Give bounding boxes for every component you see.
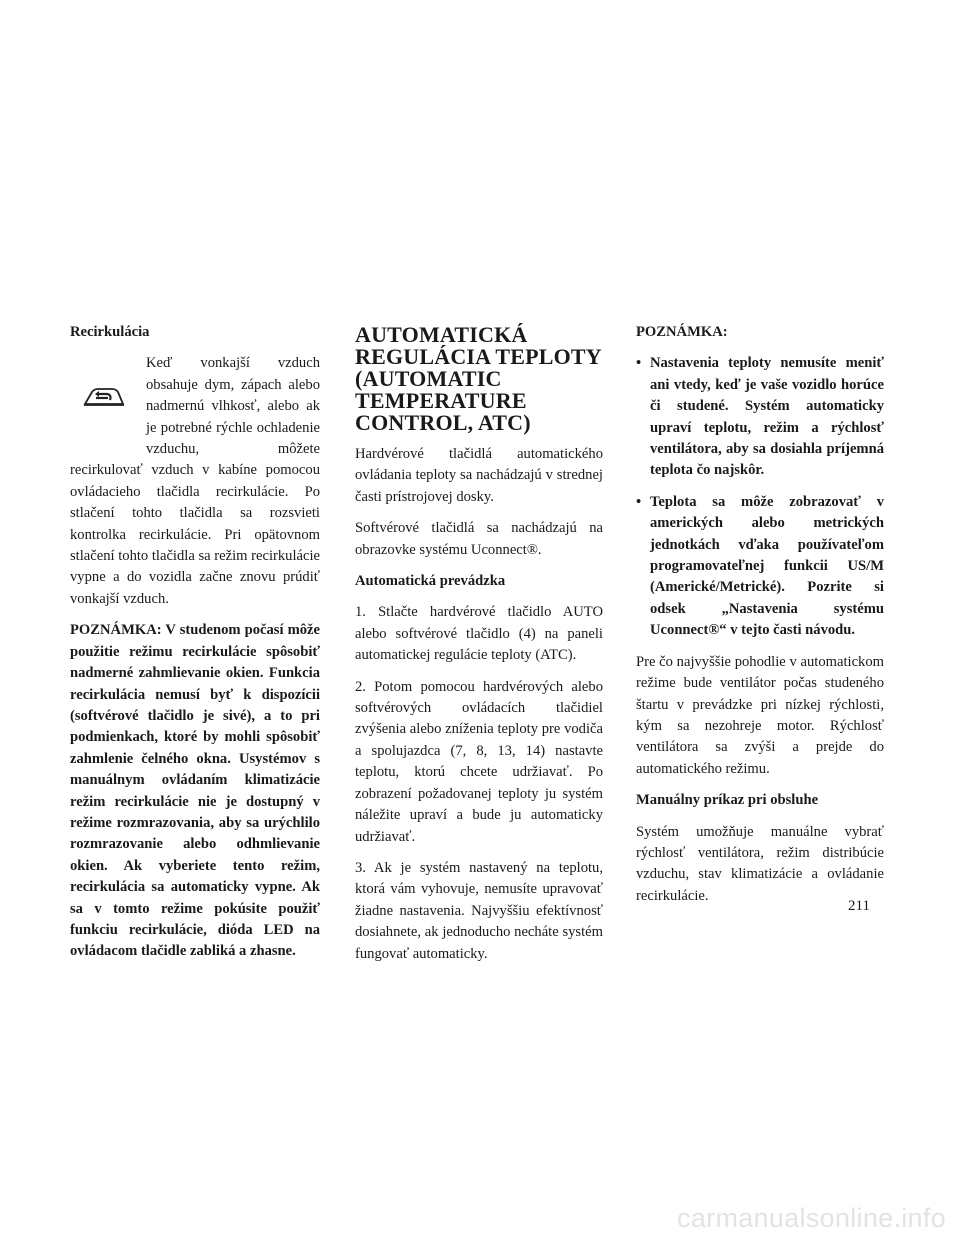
atc-title-line-5: CONTROL, ATC): [355, 410, 531, 435]
automatic-step-1: 1. Stlačte hardvérové tlačidlo AUTO alebo softvérové tlačidlo (4) na paneli automatickej regulácie teploty (ATC).: [355, 604, 603, 664]
atc-title-line-4: TEMPERATURE: [355, 388, 527, 413]
atc-section-title: [355, 324, 603, 434]
right-column: [636, 322, 884, 917]
note-bullet-1: • Nastavenia teploty nemusíte meniť ani vtedy, keď je vaše vozidlo horúce či studené. Systém automaticky upraví teplotu, režim a rýchlosť ventilátora, aby sa dosiahla príjemná teplota čo najskôr.: [636, 353, 884, 481]
automatic-step-2: 2. Potom pomocou hardvérových alebo softvérových ovládacích tlačidiel zvýšenia alebo zníženia teploty pre vodiča a spolujazdca (7, 8, 13, 14) nastavte teplotu, ktorú chcete udržiavať. Po zobrazení požadovanej teploty ju systém náležite upraví a bude ju automaticky udržiavať.: [355, 678, 603, 845]
automatic-step-3: 3. Ak je systém nastavený na teplotu, ktorá vám vyhovuje, nemusíte upravovať žiadne nastavenia. Najvyššiu efektívnosť dosiahnete, ak jednoducho necháte systém fungovať automaticky.: [355, 859, 603, 962]
recirculation-note: POZNÁMKA: V studenom počasí môže použitie režimu recirkulácie spôsobiť nadmerné zahmlievanie okien. Funkcia recirkulácia nemusí byť k dispozícii (softvérové tlačidlo je sivé), a to pri podmienkach, ktoré by mohli spôsobiť zahmlenie čelného okna. Usystémov s manuálnym ovládaním klimatizácie režim recirkulácie nie je dostupný v režime rozmrazovania, aby sa urýchlilo rozmrazovanie alebo odhmlievanie okien. Ak vyberiete tento režim, recirkulácia sa automaticky vypne. Ak sa v tomto režime pokúsite použiť funkciu recirkulácie, dióda LED na ovládacom tlačidle zabliká a zhasne.: [70, 622, 320, 960]
note-heading: POZNÁMKA:: [636, 324, 728, 340]
recirculation-heading: Recirkulácia: [70, 324, 150, 340]
cold-start-text: Pre čo najvyššie pohodlie v automatickom režime bude ventilátor počas studeného štartu v prevádzke pri nízkej rýchlosti, kým sa nezohreje motor. Rýchlosť ventilátora sa zvýši a prejde do automatického režimu.: [636, 653, 884, 777]
recirculation-text: Keď vonkajší vzduch obsahuje dym, zápach alebo nadmernú vlhkosť, alebo ak je potrebné rýchle ochladenie vzduchu, môžete recirkulovať vzduch v kabíne pomocou ovládacieho tlačidla recirkulácie. Po stlačení tohto tlačidla sa rozsvieti kontrolka recirkulácie. Pri opätovnom stlačení tohto tlačidla sa režim recirkulácie vypne a do vozidla začne znovu prúdiť vonkajší vzduch.: [70, 355, 321, 607]
atc-software-buttons-text: Softvérové tlačidlá sa nachádzajú na obrazovke systému Uconnect®.: [355, 520, 603, 558]
atc-title-line-3: (AUTOMATIC: [355, 366, 502, 391]
site-watermark: carmanualsonline.info: [677, 1203, 946, 1233]
page-number: 211: [848, 898, 870, 914]
recirculation-icon: [82, 384, 126, 410]
manual-operation-heading: Manuálny príkaz pri obsluhe: [636, 792, 819, 809]
automatic-operation-heading: Automatická prevádzka: [355, 573, 506, 590]
note-list: [636, 353, 884, 641]
atc-title-line-2: REGULÁCIA TEPLOTY: [355, 344, 602, 369]
atc-hardware-buttons-text: Hardvérové tlačidlá automatického ovládania teploty sa nachádzajú v strednej časti prístrojovej dosky.: [355, 446, 603, 505]
atc-title-line-1: AUTOMATICKÁ: [355, 322, 528, 347]
middle-column: [355, 322, 603, 975]
note-bullet-2: • Teplota sa môže zobrazovať v amerických alebo metrických jednotkách vďaka používateľom programovateľnej funkcii US/M (Americké/Metrické). Pozrite si odsek „Nastavenia systému Uconnect®“ v tejto časti návodu.: [636, 492, 884, 642]
recirculation-icon-box: [70, 353, 138, 441]
left-column: [70, 322, 320, 973]
manual-operation-text: Systém umožňuje manuálne vybrať rýchlosť ventilátora, režim distribúcie vzduchu, stav klimatizácie a ovládanie recirkulácie.: [636, 823, 884, 904]
